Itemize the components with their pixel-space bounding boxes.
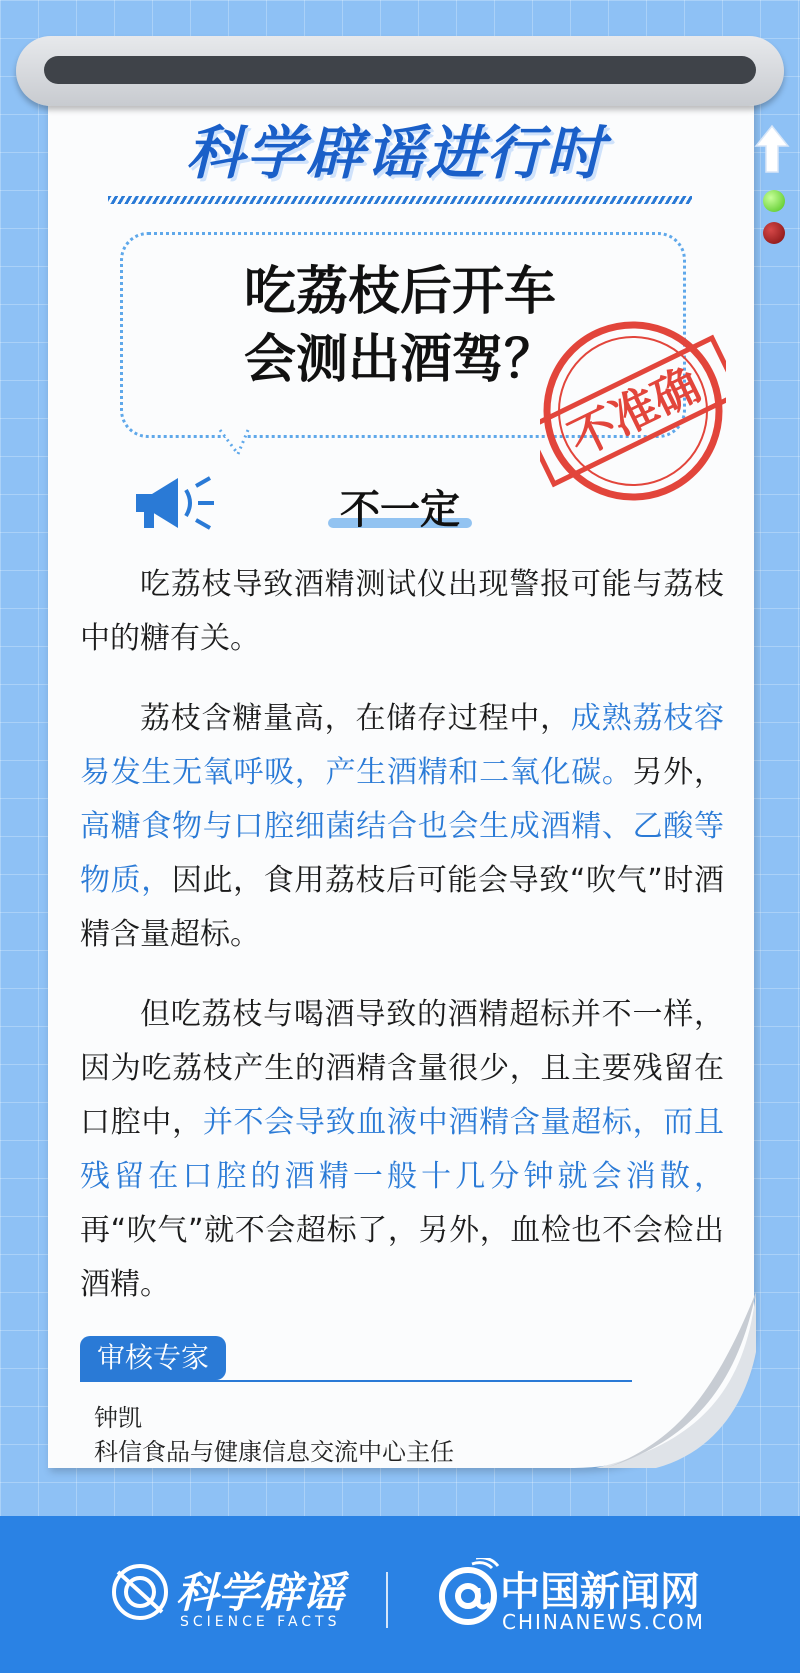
paragraph-2-text-b: 另外， [632,755,725,790]
paragraph-1 [80,558,724,666]
headline-line-2: 会测出酒驾？ [243,330,556,390]
chinanews-at-logo-icon [432,1558,504,1630]
article-body [80,558,724,1338]
science-facts-logo-icon [108,1560,172,1624]
scroll-up-arrow-icon[interactable] [754,124,790,174]
paragraph-2-highlight-1: 成熟荔枝容易发生无氧呼吸，产生酒精和二氧化碳。 [80,701,725,790]
expert-title: 科信食品与健康信息交流中心主任 [94,1438,454,1466]
headline-line-1: 吃荔枝后开车 [243,262,556,322]
expert-name: 钟凯 [94,1404,142,1432]
paragraph-2-highlight-2: 高糖食物与口腔细菌结合也会生成酒精、乙酸等物质， [80,809,724,898]
expert-badge: 审核专家 [80,1336,226,1380]
paragraph-1-text: 吃荔枝导致酒精测试仪出现警报可能与荔枝中的糖有关。 [80,567,724,656]
paragraph-3-text-b: 再“吹气”就不会超标了，另外，血检也不会检出酒精。 [80,1213,724,1302]
science-facts-logo-text: 科学辟谣 [176,1568,345,1617]
megaphone-icon [130,472,220,534]
chinanews-logo-subtext: CHINANEWS.COM [502,1610,705,1634]
expert-divider [80,1380,632,1382]
paragraph-2-text-c: 因此，食用荔枝后可能会导致“吹气”时酒精含量超标。 [80,863,724,952]
paragraph-2-text-a: 荔枝含糖量高，在储存过程中， [140,701,571,736]
green-indicator-icon [763,190,785,212]
science-facts-logo-subtext: SCIENCE FACTS [180,1614,341,1630]
paragraph-3-text-a: 但吃荔枝与喝酒导致的酒精超标并不一样，因为吃荔枝产生的酒精含量很少，且主要残留在口腔中， [80,997,724,1140]
paragraph-2 [80,692,724,962]
footer-divider [386,1572,388,1628]
red-indicator-icon [763,222,785,244]
chinanews-logo-text: 中国新闻网 [500,1569,700,1615]
stamp-label: 不准确 [560,357,709,467]
answer-heading: 不一定 [340,487,460,533]
speech-bubble-tail [218,428,258,458]
series-title: 科学辟谣进行时 [185,119,606,187]
paragraph-3 [80,988,724,1312]
paragraph-3-highlight: 并不会导致血液中酒精含量超标，而且残留在口腔的酒精一般十几分钟就会消散， [80,1105,725,1194]
title-underline [108,196,692,204]
paper-roller [16,36,784,106]
roller-slot [44,56,756,84]
